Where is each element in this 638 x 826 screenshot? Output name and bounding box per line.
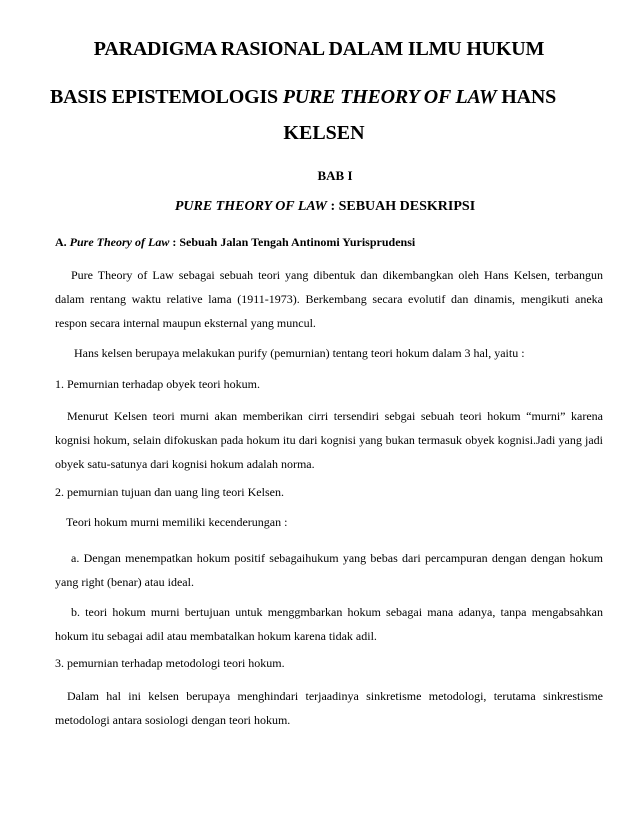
paragraph-purify: Hans kelsen berupaya melakukan purify (pemurnian) tentang teori hokum dalam 3 hal, yaitu : [74, 346, 525, 360]
section-a-italic: Pure Theory of Law [69, 235, 170, 249]
paragraph-point-a: a. Dengan menempatkan hokum positif sebagaihukum yang bebas dari percampuran dengan dengan hokum yang right (benar) atau ideal. [55, 551, 603, 589]
paragraph-tendency: Teori hokum murni memiliki kecenderungan : [66, 515, 288, 529]
section-a-prefix: A. [55, 235, 70, 249]
section-heading-a [55, 235, 415, 250]
document-title-line3: KELSEN [283, 122, 365, 144]
chapter-subtitle-italic: PURE THEORY OF LAW [174, 199, 327, 214]
chapter-label: BAB I [317, 168, 353, 183]
document-title-line2 [50, 86, 556, 109]
chapter-subtitle-rest: : SEBUAH DESKRIPSI [326, 199, 476, 214]
title-line2-italic: PURE THEORY OF LAW [282, 86, 497, 108]
document-title: PARADIGMA RASIONAL DALAM ILMU HUKUM [93, 38, 545, 60]
chapter-subtitle [0, 199, 638, 215]
section-a-rest: : Sebuah Jalan Tengah Antinomi Yurisprudensi [169, 235, 416, 249]
paragraph-point-b: b. teori hokum murni bertujuan untuk menggmbarkan hokum sebagai mana adanya, tanpa mengabsahkan hokum itu sebagai adil atau membatalkan hokum karena tidak adil. [55, 605, 603, 643]
list-item-1: 1. Pemurnian terhadap obyek teori hokum. [55, 377, 260, 391]
paragraph-methodology: Dalam hal ini kelsen berupaya menghindari terjaadinya sinkretisme metodologi, terutama sinkrestisme metodologi antara sosiologi dengan teori hokum. [55, 689, 603, 727]
list-item-3: 3. pemurnian terhadap metodologi teori hokum. [55, 656, 285, 670]
paragraph-kelsen-object: Menurut Kelsen teori murni akan memberikan cirri tersendiri sebgai sebuah teori hokum “murni” karena kognisi hokum, selain difokuskan pada hokum itu dari kognisi yang bukan termasuk obyek kognisi.Jadi yang jadi obyek satu-satunya dari kognisi hokum adalah norma. [55, 409, 603, 471]
list-item-2: 2. pemurnian tujuan dan uang ling teori Kelsen. [55, 485, 284, 499]
paragraph-intro: Pure Theory of Law sebagai sebuah teori yang dibentuk dan dikembangkan oleh Hans Kelsen, terbangun dalam rentang waktu relative lama (1911-1973). Berkembang secara evolutif dan dinamis, mengikuti aneka respon secara internal maupun eksternal yang muncul. [55, 268, 603, 330]
title-line2-prefix: BASIS EPISTEMOLOGIS [50, 86, 283, 108]
title-line2-suffix: HANS [496, 86, 557, 108]
